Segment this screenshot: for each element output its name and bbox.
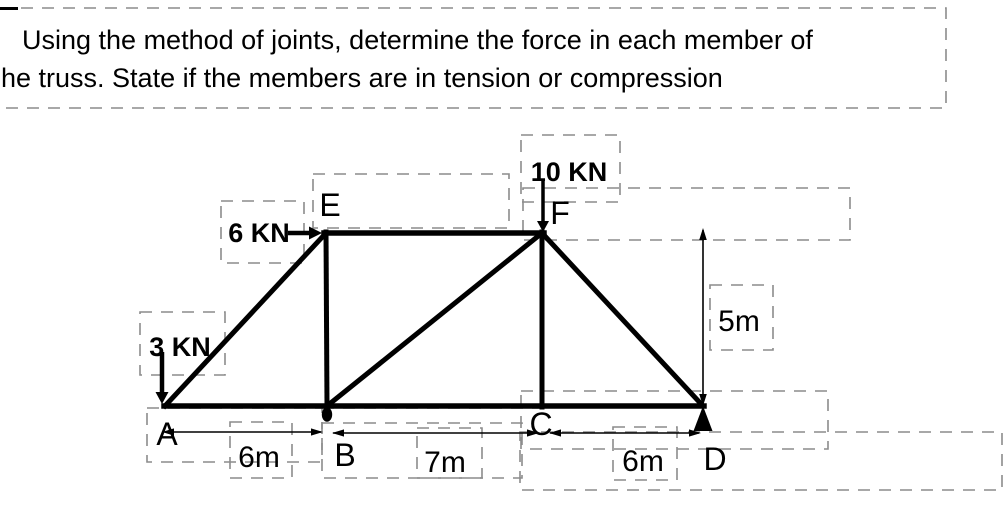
- bottom-wide-textbox-outline: [520, 432, 1002, 490]
- problem-statement: [0, 21, 960, 97]
- load-label-6kn: 6 KN: [228, 218, 290, 248]
- arrow-head-left: [332, 429, 344, 436]
- c-label-textbox-outline: [521, 391, 828, 449]
- joint-label-b: B: [334, 437, 356, 473]
- top-right-textbox-outline: [523, 188, 850, 240]
- problem-statement-line2: he truss. State if the members are in tension or compression: [1, 63, 723, 93]
- load-label-3kn: 3 KN: [149, 332, 211, 362]
- e-label-textbox-outline: [313, 174, 509, 228]
- joint-label-e: E: [319, 187, 341, 223]
- member-bf: [327, 233, 542, 406]
- arrow-head-up: [699, 228, 707, 240]
- roller-support-b: [322, 407, 332, 421]
- member-eb: [326, 232, 327, 406]
- pin-support-d: [694, 406, 713, 431]
- dim-label-height: 5m: [718, 305, 760, 338]
- dim-label-bc: 7m: [424, 446, 466, 479]
- joint-label-a: A: [156, 416, 178, 452]
- load-label-10kn: 10 KN: [530, 157, 608, 187]
- problem-statement-line1: Using the method of joints, determine the force in each member of: [22, 25, 813, 55]
- joint-label-f: F: [550, 195, 570, 231]
- truss-members: [164, 232, 704, 407]
- dimension-arrow-ab: [162, 428, 323, 435]
- joint-label-c: C: [529, 406, 553, 442]
- dim-label-ab: 6m: [238, 441, 280, 474]
- member-ae: [165, 233, 326, 406]
- dimension-arrow-5m: [699, 228, 707, 406]
- member-fd: [542, 233, 703, 406]
- joint-label-d: D: [703, 441, 727, 477]
- dimension-arrow-cd: [549, 429, 701, 436]
- dim-label-cd: 6m: [622, 445, 664, 478]
- dimension-arrow-bc: [332, 429, 539, 436]
